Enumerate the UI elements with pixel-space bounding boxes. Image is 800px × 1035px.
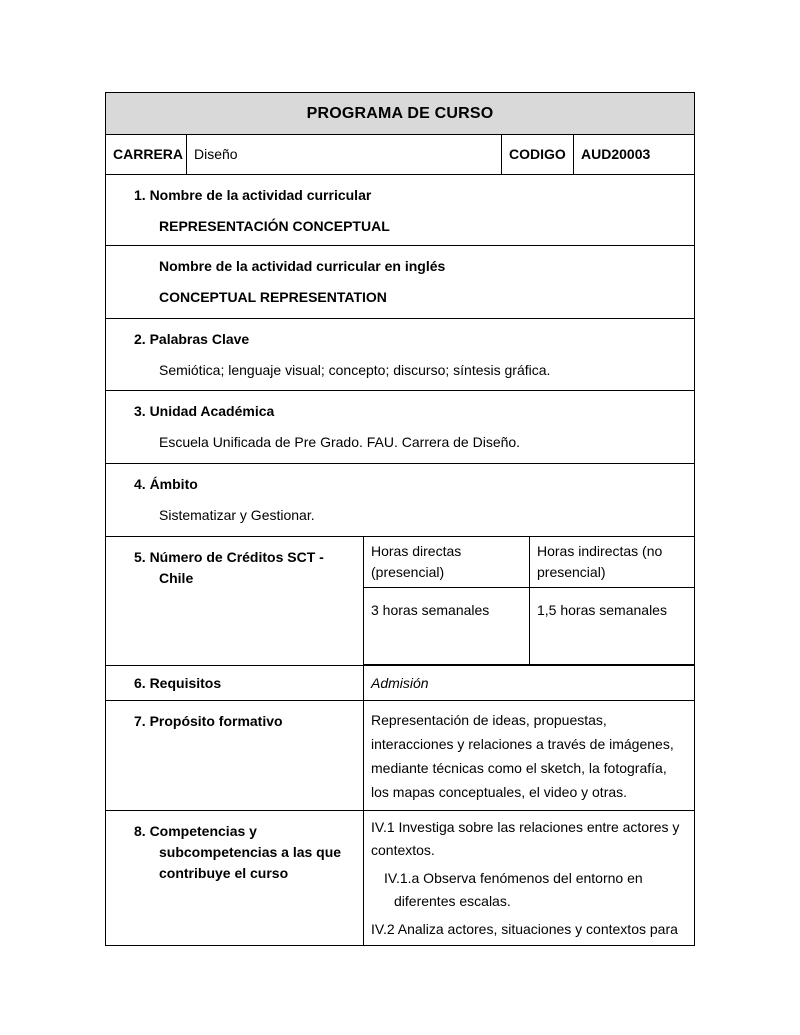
section-credits <box>106 536 694 665</box>
competencia-subitem: IV.1.a Observa fenómenos del entorno en diferentes escalas. <box>384 870 643 909</box>
competencia-item: IV.1 Investiga sobre las relaciones entre actores y contextos. <box>371 819 680 858</box>
carrera-value-cell: Diseño <box>186 135 501 174</box>
section-requisitos <box>106 665 694 700</box>
section-activity-name-title: 1. Nombre de la actividad curricular <box>134 187 372 203</box>
section-ambito-title: 4. Ámbito <box>134 476 198 492</box>
section-requisitos-value: Admisión <box>371 675 429 691</box>
section-proposito <box>106 700 694 810</box>
course-program-table <box>105 92 695 946</box>
section-proposito-title: 7. Propósito formativo <box>134 713 283 729</box>
section-keywords <box>106 318 694 390</box>
section-activity-name-english-title: Nombre de la actividad curricular en inglés <box>159 258 446 274</box>
meta-row <box>106 134 694 174</box>
page-title: PROGRAMA DE CURSO <box>306 104 494 122</box>
indirect-hours-header-cell <box>529 537 694 587</box>
section-requisitos-title: 6. Requisitos <box>134 675 222 691</box>
credits-header-row <box>364 537 694 588</box>
section-credits-title: 5. Número de Créditos SCT - Chile <box>134 549 324 586</box>
competencias-list <box>364 811 694 945</box>
section-proposito-value-cell <box>363 701 694 810</box>
credits-values-row <box>364 588 694 665</box>
direct-hours-header-cell <box>364 537 529 587</box>
section-proposito-value: Representación de ideas, propuestas, interacciones y relaciones a través de imágenes, mediante técnicas como el sketch, la fotografía, los mapas conceptuales, el video y otras. <box>371 712 674 800</box>
section-activity-name <box>106 174 694 245</box>
section-academic-unit <box>106 390 694 463</box>
indirect-hours-header-label: Horas indirectas (no presencial) <box>537 543 663 580</box>
section-academic-unit-value: Escuela Unificada de Pre Grado. FAU. Carrera de Diseño. <box>159 434 521 450</box>
section-activity-name-value: REPRESENTACIÓN CONCEPTUAL <box>159 218 390 234</box>
codigo-value-cell: AUD20003 <box>573 135 694 174</box>
section-activity-name-english <box>106 245 694 318</box>
section-competencias-title: 8. Competencias y subcompetencias a las que contribuye el curso <box>134 823 342 881</box>
section-competencias <box>106 810 694 945</box>
table-title-row <box>106 93 694 134</box>
codigo-label-cell: CODIGO <box>501 135 573 174</box>
section-keywords-title: 2. Palabras Clave <box>134 331 250 347</box>
section-ambito <box>106 463 694 536</box>
section-keywords-value: Semiótica; lenguaje visual; concepto; discurso; síntesis gráfica. <box>159 362 551 378</box>
section-ambito-value: Sistematizar y Gestionar. <box>159 507 315 523</box>
section-academic-unit-title: 3. Unidad Académica <box>134 403 275 419</box>
direct-hours-value-cell: 3 horas semanales <box>371 602 490 618</box>
section-activity-name-english-value: CONCEPTUAL REPRESENTATION <box>159 289 387 305</box>
competencia-item: IV.2 Analiza actores, situaciones y contextos para <box>371 921 678 937</box>
indirect-hours-value-cell: 1,5 horas semanales <box>529 588 694 664</box>
section-requisitos-value-cell <box>363 666 694 700</box>
credits-table <box>363 537 694 665</box>
direct-hours-header-label: Horas directas (presencial) <box>371 543 462 580</box>
section-competencias-value-cell <box>363 811 694 945</box>
carrera-label-cell: CARRERA <box>113 146 183 163</box>
